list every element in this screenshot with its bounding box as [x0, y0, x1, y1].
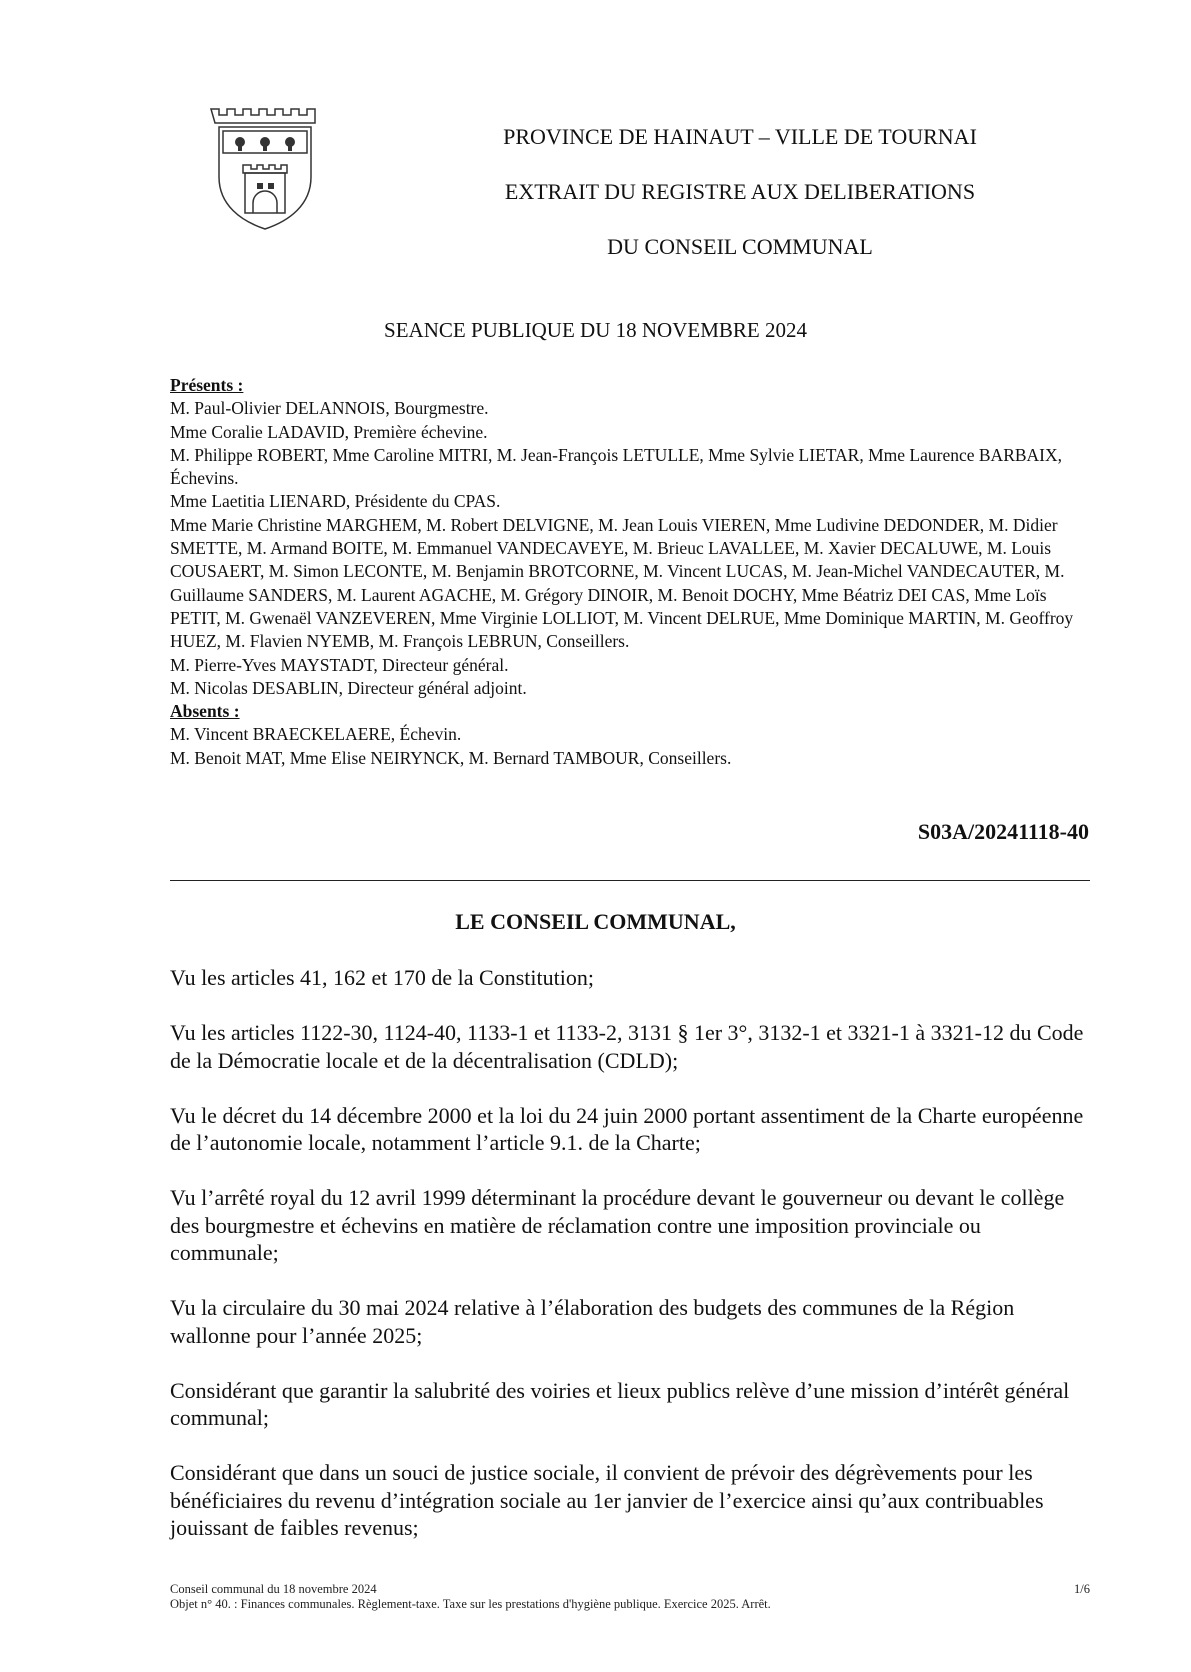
header-council: DU CONSEIL COMMUNAL	[607, 234, 873, 259]
present-entry: M. Paul-Olivier DELANNOIS, Bourgmestre.	[170, 398, 489, 419]
present-entry: Mme Coralie LADAVID, Première échevine.	[170, 421, 488, 442]
page-number: 1/6	[1074, 1582, 1090, 1596]
attendance-list	[170, 374, 1090, 770]
header-extract: EXTRAIT DU REGISTRE AUX DELIBERATIONS	[504, 179, 976, 204]
paragraph: Vu les articles 41, 162 et 170 de la Constitution;	[170, 965, 594, 990]
presents-heading: Présents :	[170, 375, 244, 395]
paragraph: Vu le décret du 14 décembre 2000 et la loi du 24 juin 2000 portant assentiment de la Charte européenne de l’autonomie locale, notamment l’article 9.1. de la Charte;	[170, 1102, 1084, 1155]
tournai-coat-of-arms-icon	[205, 95, 325, 235]
footer-session: Conseil communal du 18 novembre 2024	[170, 1582, 377, 1596]
paragraph: Vu l’arrêté royal du 12 avril 1999 déterminant la procédure devant le gouverneur ou devant le collège des bourgmestre et échevins en matière de réclamation contre une imposition provinciale ou communale;	[170, 1185, 1065, 1265]
present-entry: M. Philippe ROBERT, Mme Caroline MITRI, M. Jean-François LETULLE, Mme Sylvie LIETAR, Mme Laurence BARBAIX, Échevins.	[170, 444, 1063, 489]
page-footer	[170, 1582, 1090, 1612]
header-province: PROVINCE DE HAINAUT – VILLE DE TOURNAI	[503, 124, 977, 149]
paragraph: Considérant que garantir la salubrité des voiries et lieux publics relève d’une mission d’intérêt général communal;	[170, 1377, 1070, 1430]
absent-entry: M. Benoit MAT, Mme Elise NEIRYNCK, M. Bernard TAMBOUR, Conseillers.	[170, 747, 732, 768]
paragraph: Considérant que dans un souci de justice sociale, il convient de prévoir des dégrèvements pour les bénéficiaires du revenu d’intégration sociale au 1er janvier de l’exercice ainsi qu’aux contribuables jouissant de faibles revenus;	[170, 1460, 1044, 1540]
absents-heading: Absents :	[170, 701, 240, 722]
deliberation-body	[170, 964, 1090, 1569]
session-title: SEANCE PUBLIQUE DU 18 NOVEMBRE 2024	[384, 318, 807, 342]
absent-entry: M. Vincent BRAECKELAERE, Échevin.	[170, 724, 462, 745]
present-entry: Mme Laetitia LIENARD, Présidente du CPAS.	[170, 491, 501, 512]
present-entry: M. Pierre-Yves MAYSTADT, Directeur général.	[170, 654, 509, 675]
paragraph: Vu la circulaire du 30 mai 2024 relative à l’élaboration des budgets des communes de la Région wallonne pour l’année 2025;	[170, 1295, 1015, 1348]
paragraph: Vu les articles 1122-30, 1124-40, 1133-1 et 1133-2, 3131 § 1er 3°, 3132-1 et 3321-1 à 3321-12 du Code de la Démocratie locale et de la décentralisation (CDLD);	[170, 1020, 1084, 1073]
footer-subject: Objet n° 40. : Finances communales. Règlement-taxe. Taxe sur les prestations d'hygiène publique. Exercice 2025. Arrêt.	[170, 1597, 771, 1611]
divider	[170, 880, 1090, 881]
present-entry: Mme Marie Christine MARGHEM, M. Robert DELVIGNE, M. Jean Louis VIEREN, Mme Ludivine DEDONDER, M. Didier SMETTE, M. Armand BOITE, M. Emmanuel VANDECAVEYE, M. Brieuc LAVALLEE, M. Xavier DECALUWE, M. Louis COUSAERT, M. Simon LECONTE, M. Benjamin BROTCORNE, M. Vincent LUCAS, M. Jean-Michel VANDECAUTER, M. Guillaume SANDERS, M. Laurent AGACHE, M. Grégory DINOIR, M. Benoit DOCHY, Mme Béatriz DEI CAS, Mme Loïs PETIT, M. Gwenaël VANZEVEREN, Mme Virginie LOLLIOT, M. Vincent DELRUE, Mme Dominique MARTIN, M. Geoffroy HUEZ, M. Flavien NYEMB, M. François LEBRUN, Conseillers.	[170, 514, 1074, 652]
council-title: LE CONSEIL COMMUNAL,	[455, 909, 736, 934]
deliberation-reference: S03A/20241118-40	[917, 819, 1089, 844]
present-entry: M. Nicolas DESABLIN, Directeur général adjoint.	[170, 677, 527, 698]
